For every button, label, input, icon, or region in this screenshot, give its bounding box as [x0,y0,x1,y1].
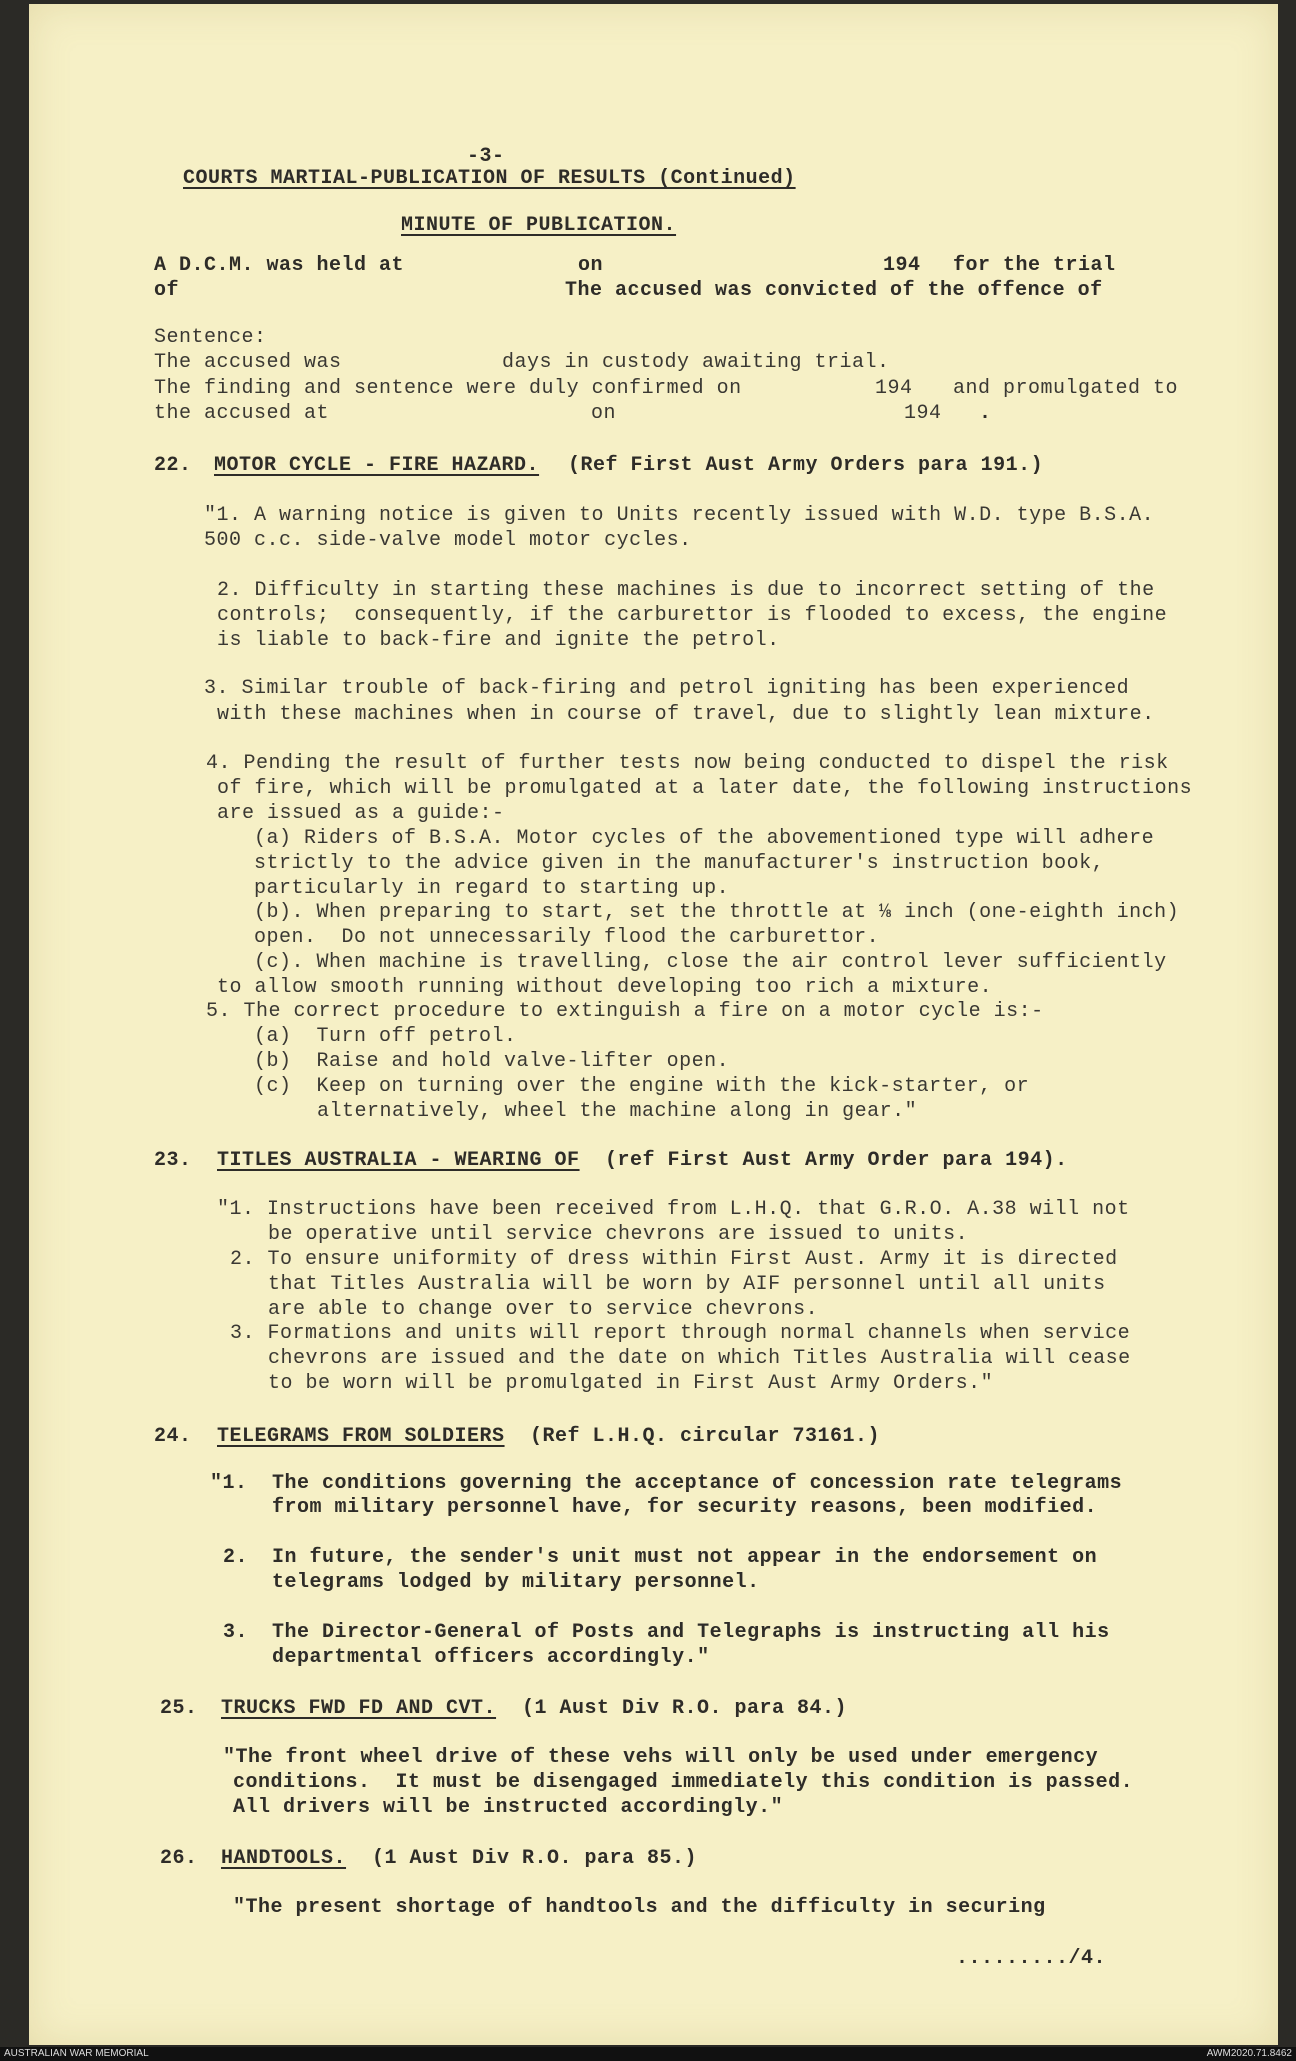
paragraph-line: "1. Instructions have been received from L.H.Q. that G.R.O. A.38 will not [217,1198,1130,1221]
paragraph-number: 2. [223,1546,249,1569]
section-reference: (Ref L.H.Q. circular 73161.) [530,1425,881,1448]
section-title: TITLES AUSTRALIA - WEARING OF [217,1149,580,1172]
paragraph-line: The conditions governing the acceptance of concession rate telegrams [272,1472,1123,1495]
minute-text: 194 [875,377,913,400]
continuation-marker: ........./4. [956,1947,1107,1970]
paragraph-line: "The front wheel drive of these vehs will only be used under emergency [223,1746,1099,1769]
minute-text: of [154,279,180,302]
paragraph-line: are able to change over to service chevrons. [268,1298,819,1321]
paragraph-line: 4. Pending the result of further tests now being conducted to dispel the risk [206,752,1169,775]
paragraph-line: "1. A warning notice is given to Units recently issued with W.D. type B.S.A. [204,504,1155,527]
paragraph-line: conditions. It must be disengaged immediately this condition is passed. [233,1771,1134,1794]
paragraph-line: with these machines when in course of travel, due to slightly lean mixture. [217,703,1155,726]
section-number: 25. [160,1697,198,1720]
paragraph-line: 2. Difficulty in starting these machines is due to incorrect setting of the [217,579,1155,602]
paragraph-line: are issued as a guide:- [217,802,505,825]
section-title: TRUCKS FWD FD AND CVT. [221,1697,497,1720]
paragraph-line: In future, the sender's unit must not appear in the endorsement on [272,1546,1098,1569]
paragraph-line: (a) Riders of B.S.A. Motor cycles of the abovementioned type will adhere [254,827,1155,850]
footer-institution: AUSTRALIAN WAR MEMORIAL [4,2048,149,2059]
paragraph-line: (b). When preparing to start, set the throttle at ⅛ inch (one-eighth inch) [254,901,1180,924]
paragraph-line: 500 c.c. side-valve model motor cycles. [204,529,692,552]
minute-text: The accused was convicted of the offence of [565,279,1103,302]
minute-text: The accused was [154,351,342,374]
minute-text: days in custody awaiting trial. [502,351,890,374]
paragraph-line: (c). When machine is travelling, close the air control lever sufficiently [254,951,1167,974]
minute-text: for the trial [953,254,1116,277]
paragraph-line: strictly to the advice given in the manufacturer's instruction book, [254,852,1105,875]
paragraph-line: is liable to back-fire and ignite the petrol. [217,629,780,652]
section-number: 23. [154,1149,192,1172]
paragraph-line: to allow smooth running without developing too rich a mixture. [217,976,993,999]
minute-text: the accused at [154,402,330,425]
paragraph-line: 5. The correct procedure to extinguish a fire on a motor cycle is:- [206,1000,1044,1023]
paragraph-line: The Director-General of Posts and Telegraphs is instructing all his [272,1621,1110,1644]
paragraph-line: 3. Similar trouble of back-firing and petrol igniting has been experienced [204,677,1130,700]
paragraph-line: telegrams lodged by military personnel. [272,1571,760,1594]
minute-text: 194 [904,402,942,425]
paragraph-line: controls; consequently, if the carburettor is flooded to excess, the engine [217,604,1168,627]
paragraph-line: (c) Keep on turning over the engine with the kick-starter, or [254,1075,1030,1098]
section-number: 22. [154,454,192,477]
paragraph-line: alternatively, wheel the machine along in gear." [317,1100,918,1123]
paragraph-line: particularly in regard to starting up. [254,877,730,900]
paragraph-number: 3. [223,1621,249,1644]
section-reference: (1 Aust Div R.O. para 85.) [372,1847,698,1870]
section-title: MOTOR CYCLE - FIRE HAZARD. [214,454,540,477]
section-number: 24. [154,1425,192,1448]
paragraph-line: departmental officers accordingly." [272,1646,710,1669]
minute-text: on [578,254,604,277]
section-reference: (ref First Aust Army Order para 194). [605,1149,1068,1172]
paragraph-line: "The present shortage of handtools and the difficulty in securing [233,1896,1046,1919]
page-heading: COURTS MARTIAL-PUBLICATION OF RESULTS (Continued) [183,167,796,190]
paragraph-line: open. Do not unnecessarily flood the carburettor. [254,926,880,949]
document-page [29,4,1278,2045]
section-title: HANDTOOLS. [221,1847,347,1870]
minute-text: and promulgated to [953,377,1179,400]
paragraph-line: (b) Raise and hold valve-lifter open. [254,1050,730,1073]
minute-text: on [591,402,617,425]
section-number: 26. [160,1847,198,1870]
paragraph-line: 2. To ensure uniformity of dress within First Aust. Army it is directed [230,1248,1118,1271]
page-number: -3- [467,145,505,168]
section-title: TELEGRAMS FROM SOLDIERS [217,1425,505,1448]
minute-text: 194 [883,254,921,277]
minute-text: A D.C.M. was held at [154,254,405,277]
paragraph-line: of fire, which will be promulgated at a later date, the following instructions [217,777,1193,800]
paragraph-line: chevrons are issued and the date on which Titles Australia will cease [268,1347,1131,1370]
paragraph-line: be operative until service chevrons are issued to units. [268,1223,969,1246]
minute-title: MINUTE OF PUBLICATION. [401,214,677,237]
paragraph-line: to be worn will be promulgated in First Aust Army Orders." [268,1372,994,1395]
footer-reference: AWM2020.71.8462 [1206,2048,1292,2059]
minute-text: . [979,402,992,425]
paragraph-number: "1. [210,1472,248,1495]
paragraph-line: (a) Turn off petrol. [254,1025,517,1048]
minute-text: The finding and sentence were duly confirmed on [154,377,742,400]
section-reference: (1 Aust Div R.O. para 84.) [522,1697,848,1720]
section-reference: (Ref First Aust Army Orders para 191.) [568,454,1044,477]
paragraph-line: from military personnel have, for security reasons, been modified. [272,1496,1098,1519]
archive-footer [0,2047,1296,2061]
paragraph-line: All drivers will be instructed accordingly." [233,1796,784,1819]
minute-text: Sentence: [154,326,267,349]
paragraph-line: 3. Formations and units will report through normal channels when service [230,1322,1131,1345]
paragraph-line: that Titles Australia will be worn by AIF personnel until all units [268,1273,1106,1296]
